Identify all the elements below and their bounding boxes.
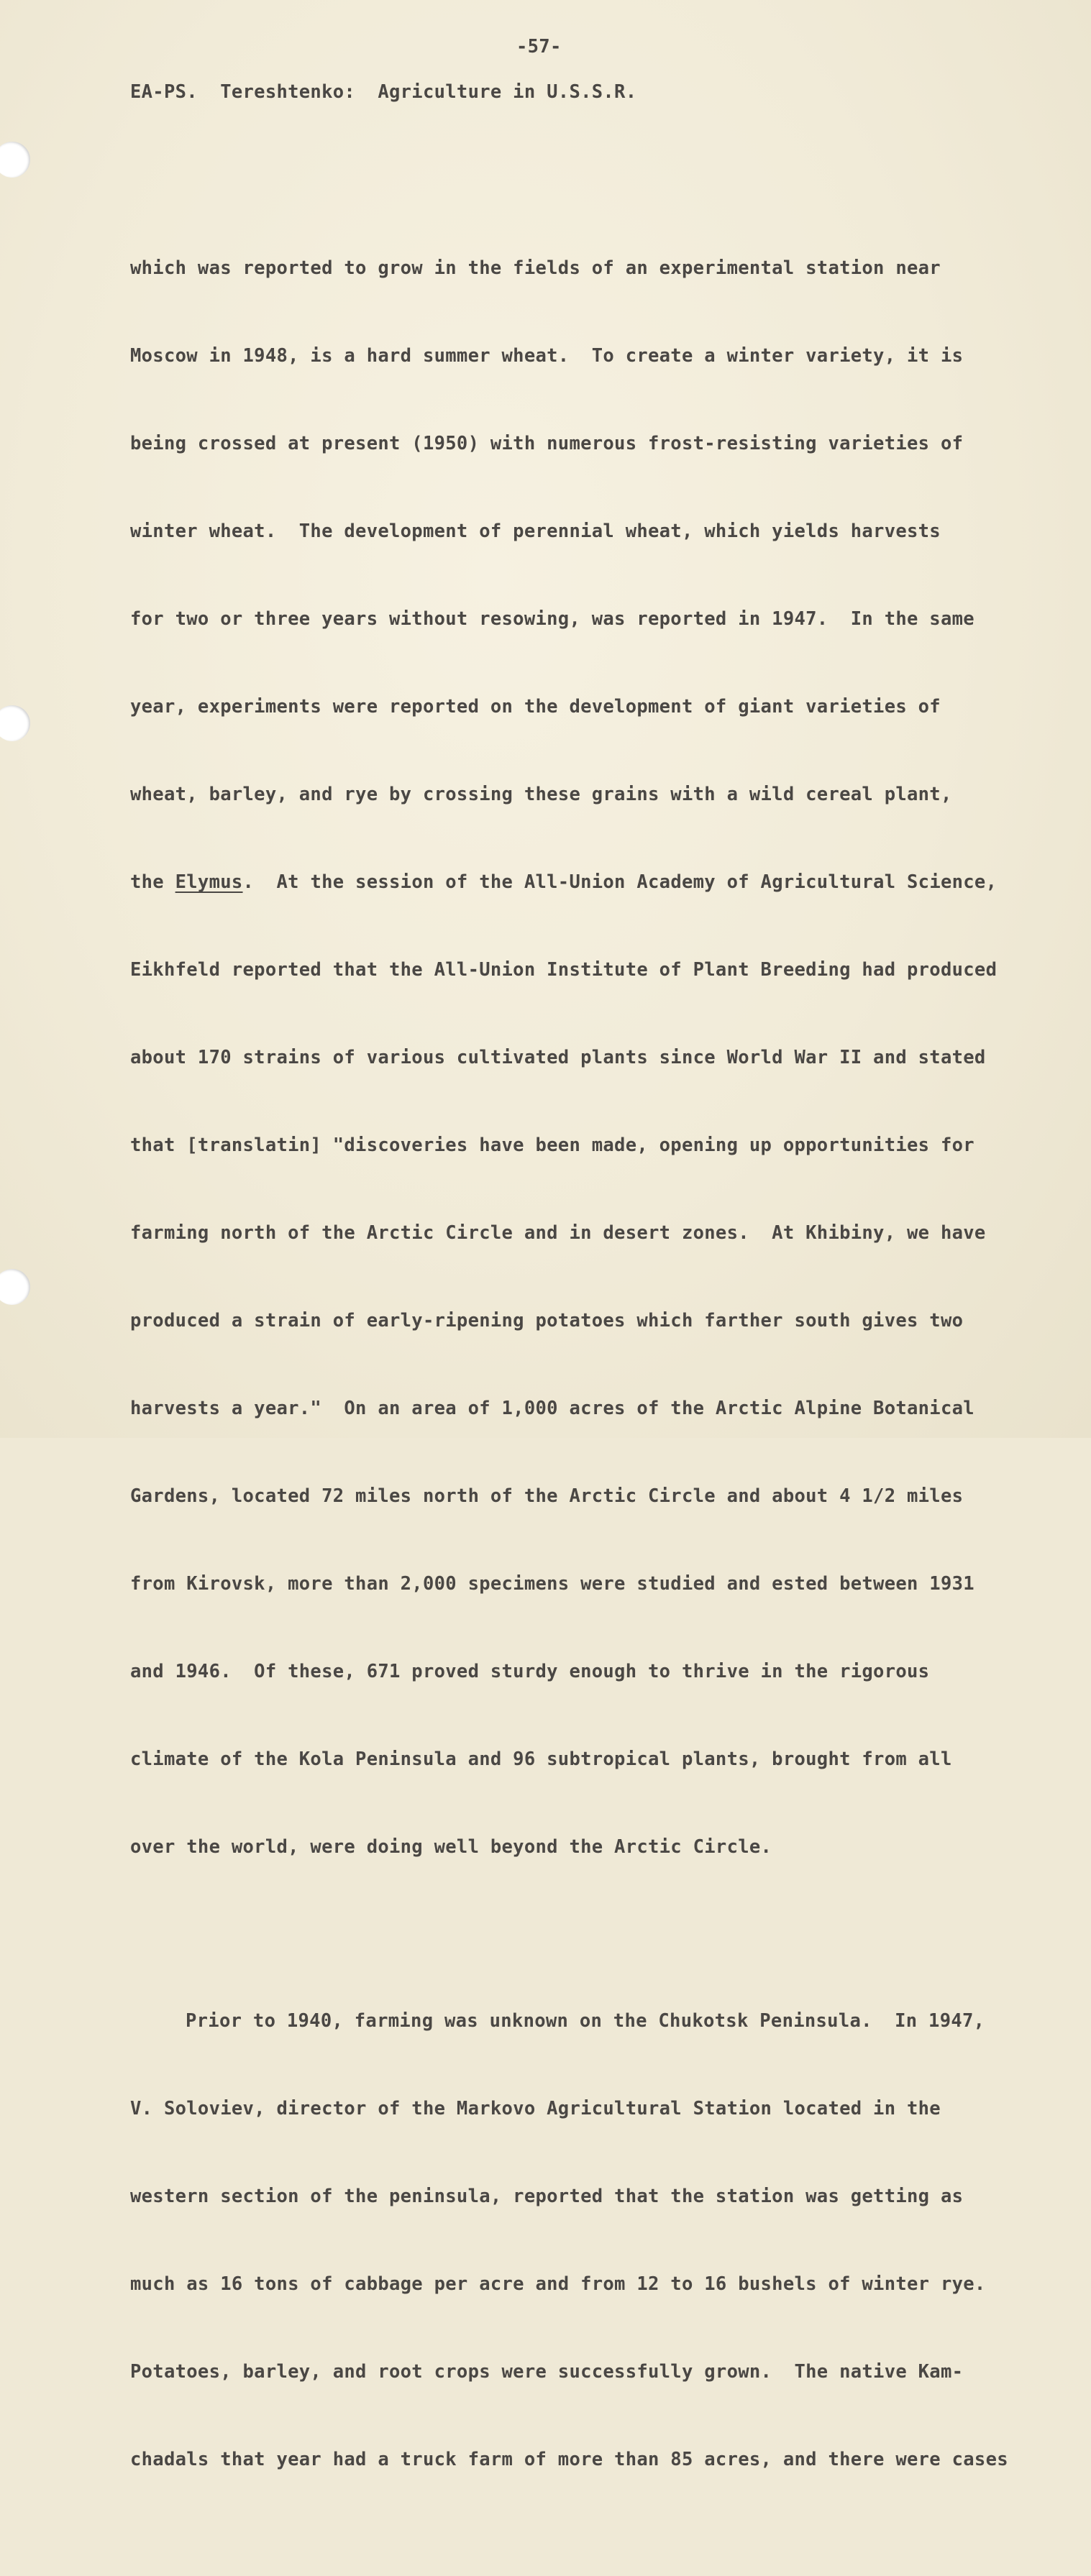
text-line: winter wheat. The development of perennial wheat, which yields harvests [130, 521, 941, 542]
text-line: Eikhfeld reported that the All-Union Institute of Plant Breeding had produced [130, 959, 998, 981]
paragraph-1 [130, 211, 1008, 1920]
text-line: year, experiments were reported on the development of giant varieties of [130, 696, 941, 718]
underlined-term: Elymus [175, 871, 243, 893]
text-fragment: the [130, 871, 175, 893]
text-line: being crossed at present (1950) with numerous frost-resisting varieties of [130, 433, 964, 454]
body-text [130, 168, 1008, 2576]
text-line: wheat, barley, and rye by crossing these grains with a wild cereal plant, [130, 784, 952, 805]
text-line: that [translatin] "discoveries have been made, opening up opportunities for [130, 1135, 974, 1156]
text-line: and 1946. Of these, 671 proved sturdy enough to thrive in the rigorous [130, 1661, 930, 1682]
text-line: Prior to 1940, farming was unknown on the Chukotsk Peninsula. In 1947, [186, 2010, 985, 2032]
text-line: much as 16 tons of cabbage per acre and from 12 to 16 bushels of winter rye. [130, 2273, 986, 2295]
text-line: produced a strain of early-ripening potatoes which farther south gives two [130, 1310, 964, 1331]
page-number: -57- [516, 36, 562, 58]
running-head: EA-PS. Tereshtenko: Agriculture in U.S.S.R. [130, 81, 637, 103]
text-line: Moscow in 1948, is a hard summer wheat. To create a winter variety, it is [130, 345, 964, 367]
text-line: V. Soloviev, director of the Markovo Agricultural Station located in the [130, 2098, 941, 2119]
text-line: harvests a year." On an area of 1,000 acres of the Arctic Alpine Botanical [130, 1398, 974, 1419]
text-line: western section of the peninsula, reported that the station was getting as [130, 2186, 964, 2207]
text-line: which was reported to grow in the fields of an experimental station near [130, 257, 941, 279]
text-line: Gardens, located 72 miles north of the Arctic Circle and about 4 1/2 miles [130, 1485, 964, 1507]
text-line: about 170 strains of various cultivated plants since World War II and stated [130, 1047, 986, 1068]
text-line [130, 868, 1008, 912]
text-line: Potatoes, barley, and root crops were successfully grown. The native Kam- [130, 2361, 964, 2383]
paragraph-2 [130, 1963, 1008, 2533]
text-line: climate of the Kola Peninsula and 96 subtropical plants, brought from all [130, 1748, 952, 1770]
text-line: over the world, were doing well beyond the Arctic Circle. [130, 1836, 772, 1858]
text-line: farming north of the Arctic Circle and in desert zones. At Khibiny, we have [130, 1222, 986, 1244]
text-fragment: . At the session of the All-Union Academy of Agricultural Science, [242, 871, 998, 893]
punch-hole [0, 1269, 30, 1305]
text-line: chadals that year had a truck farm of more than 85 acres, and there were cases [130, 2449, 1008, 2470]
punch-hole [0, 142, 30, 178]
punch-hole [0, 705, 30, 741]
text-line: for two or three years without resowing, was reported in 1947. In the same [130, 608, 974, 630]
text-line: from Kirovsk, more than 2,000 specimens were studied and ested between 1931 [130, 1573, 974, 1595]
